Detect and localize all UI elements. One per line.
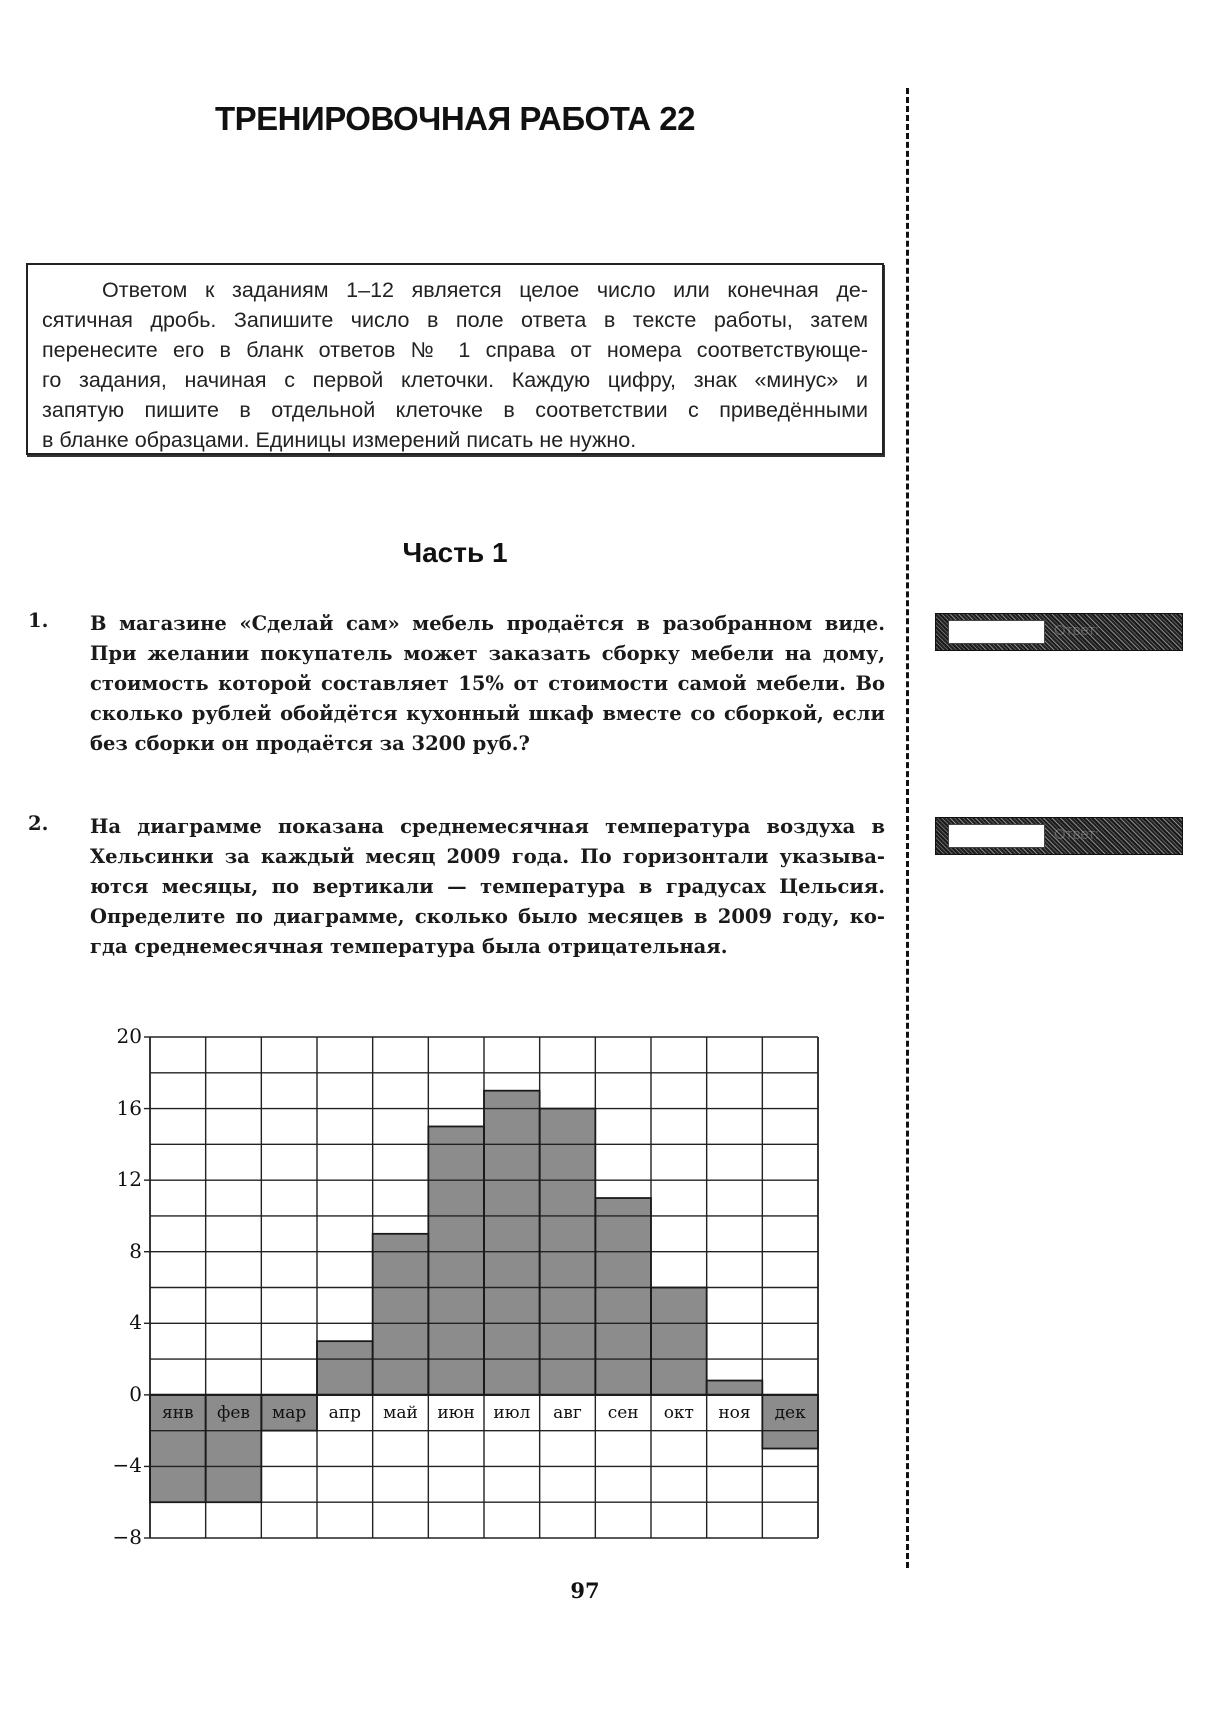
x-axis-month-label: июл (493, 1402, 531, 1423)
x-axis-month-label: фев (217, 1402, 250, 1423)
y-axis-tick-label: 0 (129, 1381, 142, 1406)
x-axis-month-label: май (383, 1402, 418, 1423)
answer-label: Ответ: (1054, 622, 1100, 639)
task-line: ются месяцы, по вертикали — температура в градусах Цельсия. (90, 875, 885, 898)
answer-label: Ответ: (1054, 826, 1100, 843)
x-axis-month-label: сен (607, 1402, 639, 1423)
task-line: сколько рублей обойдётся кухонный шкаф вместе со сборкой, если (90, 702, 885, 725)
x-axis-month-label: янв (162, 1402, 194, 1423)
bar-8 (595, 1198, 651, 1395)
task-line: В магазине «Сделай сам» мебель продаётся в разобранном виде. (90, 612, 885, 635)
part-title: Часть 1 (402, 537, 508, 568)
y-axis-tick-label: 16 (116, 1095, 142, 1120)
bar-9 (651, 1288, 707, 1395)
instructions-line: го задания, начиная с первой клеточки. Каждую цифру, знак «минус» и (42, 368, 868, 392)
instructions-line: перенесите его в бланк ответов № 1 справа от номера соответствующе- (42, 338, 868, 362)
task-line: Хельсинки за каждый месяц 2009 года. По горизонтали указыва- (90, 845, 885, 868)
x-axis-month-label: мар (272, 1402, 307, 1423)
task-line: стоимость которой составляет 15% от стоимости самой мебели. Во (90, 672, 885, 695)
bar-5 (428, 1126, 484, 1394)
instructions-line: Ответом к заданиям 1–12 является целое число или конечная де- (102, 278, 868, 302)
x-axis-month-label: ноя (718, 1402, 751, 1423)
instructions-line: сятичная дробь. Запишите число в поле ответа в тексте работы, затем (42, 308, 868, 332)
task-line: гда среднемесячная температура была отрицательная. (90, 935, 728, 958)
x-axis-month-label: апр (328, 1402, 361, 1423)
x-axis-month-label: окт (663, 1402, 694, 1423)
x-axis-month-label: авг (553, 1402, 582, 1423)
page-title: ТРЕНИРОВОЧНАЯ РАБОТА 22 (214, 100, 695, 137)
instructions-line: запятую пишите в отдельной клеточке в соответствии с приведёнными (42, 398, 868, 422)
task-line: При желании покупатель может заказать сборку мебели на дому, (90, 642, 885, 665)
y-axis-tick-label: 20 (116, 1024, 142, 1048)
bar-4 (373, 1234, 429, 1395)
y-axis-tick-label: 8 (129, 1238, 142, 1263)
y-axis-tick-label: −8 (112, 1525, 142, 1549)
task-number: 2. (28, 812, 49, 835)
bar-10 (707, 1381, 763, 1395)
instructions-line: в бланке образцами. Единицы измерений писать не нужно. (42, 428, 637, 452)
task-line: На диаграмме показана среднемесячная температура воздуха в (90, 815, 885, 838)
x-axis-month-label: дек (774, 1402, 806, 1423)
y-axis-tick-label: −4 (112, 1453, 142, 1478)
task-line: без сборки он продаётся за 3200 руб.? (90, 732, 530, 755)
bar-6 (484, 1091, 540, 1395)
task-number: 1. (28, 609, 49, 632)
task-line: Определите по диаграмме, сколько было месяцев в 2009 году, ко- (90, 905, 885, 928)
y-axis-tick-label: 4 (129, 1310, 142, 1335)
bar-3 (317, 1341, 373, 1395)
x-axis-month-label: июн (437, 1402, 475, 1423)
y-axis-tick-label: 12 (116, 1167, 142, 1192)
page-number: 97 (570, 1578, 600, 1603)
